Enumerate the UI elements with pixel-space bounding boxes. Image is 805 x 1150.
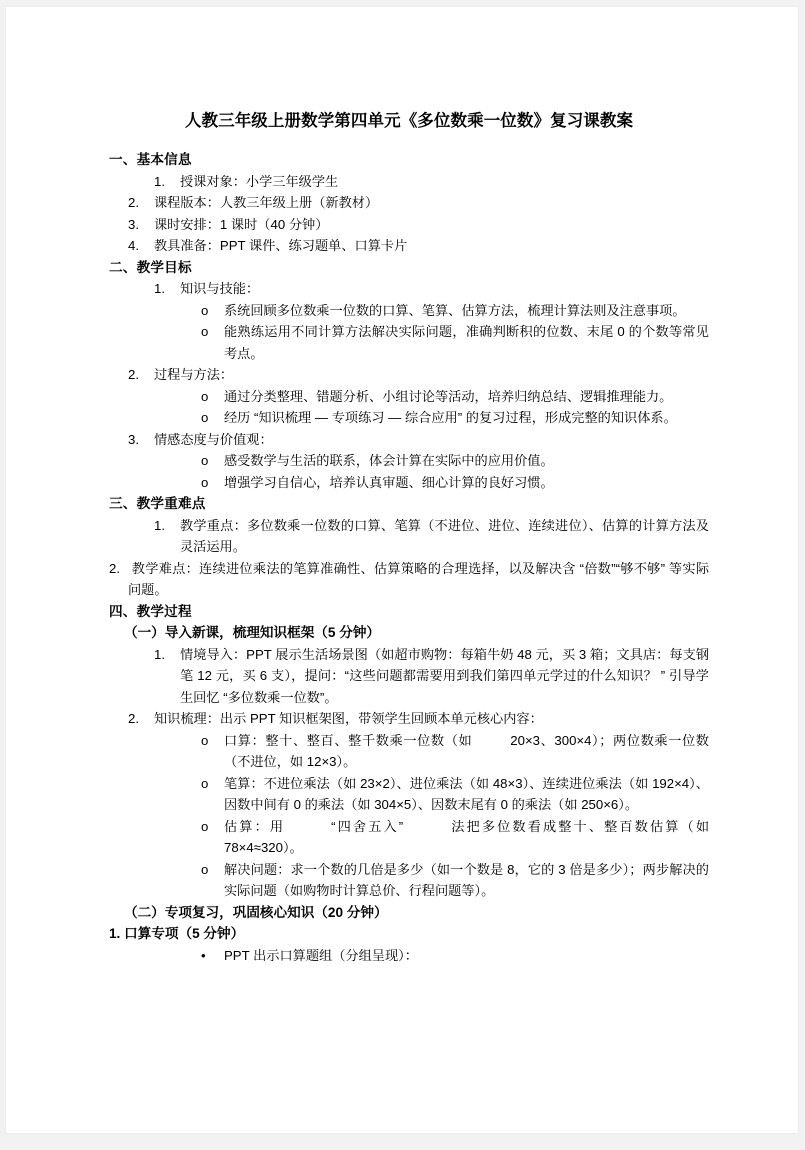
circle-bullet-icon: o [201,732,209,748]
section-heading-basic-info: 一、基本信息 [109,152,192,168]
document-page [5,6,799,1134]
list-item [109,644,709,709]
sub-list-item [109,321,709,364]
sub-list-text [224,730,709,773]
sub-list-text: 解决问题：求一个数的几倍是多少（如一个数是 8，它的 3 倍是多少）；两步解决的实际问题（如购物时计算总价、行程问题等）。 [224,861,709,899]
section-heading-process: 四、教学过程 [109,603,192,619]
list-marker: 3. [128,431,139,447]
sub-list-item [109,816,709,859]
sub-list-item [109,730,709,773]
circle-bullet-icon: o [201,410,209,426]
circle-bullet-icon: o [201,818,209,834]
list-marker: 2. [109,560,120,576]
list-marker: 4. [128,238,139,254]
sub-list-item [109,386,709,408]
sub-list-text: 增强学习自信心，培养认真审题、细心计算的良好习惯。 [224,474,554,490]
list-item [109,708,709,730]
list-marker: 2. [128,195,139,211]
sub-list-text: 通过分类整理、错题分析、小组讨论等活动，培养归纳总结、逻辑推理能力。 [224,388,673,404]
circle-bullet-icon: o [201,861,209,877]
section-heading-key-points: 三、教学重难点 [109,496,206,512]
sub-list-item [109,407,709,429]
list-marker: 2. [128,711,139,727]
subsection-heading-oral-calc: 1. 口算专项（5 分钟） [109,926,245,942]
circle-bullet-icon: o [201,324,209,340]
sub-list-item [109,859,709,902]
sub-list-item [109,773,709,816]
list-marker: 1. [154,646,165,662]
sub-list-text: PPT 出示口算题组（分组呈现）： [224,947,418,963]
list-item [109,278,709,300]
list-text: 过程与方法： [154,367,234,383]
list-marker: 1. [154,517,165,533]
list-marker: 3. [128,216,139,232]
sub-list-text [224,816,709,859]
list-marker: 1. [154,173,165,189]
sub-list-text-prefix: 口算：整十、整百、整千数乘一位数（如 [224,732,473,748]
list-item [109,235,709,257]
circle-bullet-icon: o [201,302,209,318]
list-item [109,214,709,236]
sub-list-text-rest: 20×3、300×4）；两位数乘一位数（不进位，如 12×3）。 [224,732,709,770]
sub-list-item [109,472,709,494]
section-heading-objectives: 二、教学目标 [109,259,192,275]
stage-heading-intro: （一）导入新课，梳理知识框架（5 分钟） [124,625,381,641]
sub-list-text: 笔算：不进位乘法（如 23×2）、进位乘法（如 48×3）、连续进位乘法（如 192×4）、因数中间有 0 的乘法（如 304×5）、因数末尾有 0 的乘法（如 250×6）。 [224,775,709,813]
sub-list-text: 能熟练运用不同计算方法解决实际问题，准确判断积的位数、末尾 0 的个数等常见考点。 [224,324,709,361]
stage-heading-focused-review: （二）专项复习，巩固核心知识（20 分钟） [124,904,388,920]
list-text: 课时安排：1 课时（40 分钟） [154,216,329,232]
quoted-term: “四舍五入” [331,818,404,834]
circle-bullet-icon: o [201,453,209,469]
circle-bullet-icon: o [201,474,209,490]
list-marker: 2. [128,367,139,383]
sub-list-text: 系统回顾多位数乘一位数的口算、笔算、估算方法，梳理计算法则及注意事项。 [224,302,686,318]
circle-bullet-icon: o [201,775,209,791]
difficult-point-paragraph [109,558,709,601]
list-text: 课程版本：人教三年级上册（新教材） [154,195,379,211]
sub-list-text: 感受数学与生活的联系，体会计算在实际中的应用价值。 [224,453,554,469]
sub-list-item [109,945,709,967]
list-text: 教学难点：连续进位乘法的笔算准确性、估算策略的合理选择，以及解决含 “倍数”“够不够” 等实际问题。 [128,560,710,598]
list-text: 情感态度与价值观： [154,431,273,447]
document-content [109,111,709,966]
list-item [109,429,709,451]
list-text: 教学重点：多位数乘一位数的口算、笔算（不进位、进位、连续进位）、估算的计算方法及灵活运用。 [180,517,709,555]
list-text: 教具准备：PPT 课件、练习题单、口算卡片 [154,238,408,254]
list-item [109,515,709,558]
list-text: 情境导入：PPT 展示生活场景图（如超市购物：每箱牛奶 48 元，买 3 箱；文具店：每支钢笔 12 元，买 6 支），提问：“这些问题都需要用到我们第四单元学过的什么知识？ ” 引导学生回忆 “多位数乘一位数”。 [180,646,709,705]
sub-list-item [109,450,709,472]
sub-list-text-prefix: 估算：用 [224,818,286,834]
sub-list-text-rest: 法把多位数看成整十、整百数估算（如 78×4≈320）。 [224,818,710,856]
list-text: 知识与技能： [180,281,260,297]
list-text: 授课对象：小学三年级学生 [180,173,339,189]
page-title: 人教三年级上册数学第四单元《多位数乘一位数》复习课教案 [184,112,634,130]
sub-list-text: 经历 “知识梳理 — 专项练习 — 综合应用” 的复习过程，形成完整的知识体系。 [224,410,677,426]
list-item [109,192,709,214]
list-item [109,364,709,386]
circle-bullet-icon: o [201,388,209,404]
sub-list-item [109,300,709,322]
list-item [109,171,709,193]
list-text: 知识梳理：出示 PPT 知识框架图，带领学生回顾本单元核心内容： [154,711,543,727]
disc-bullet-icon: • [201,947,206,963]
list-marker: 1. [154,281,165,297]
